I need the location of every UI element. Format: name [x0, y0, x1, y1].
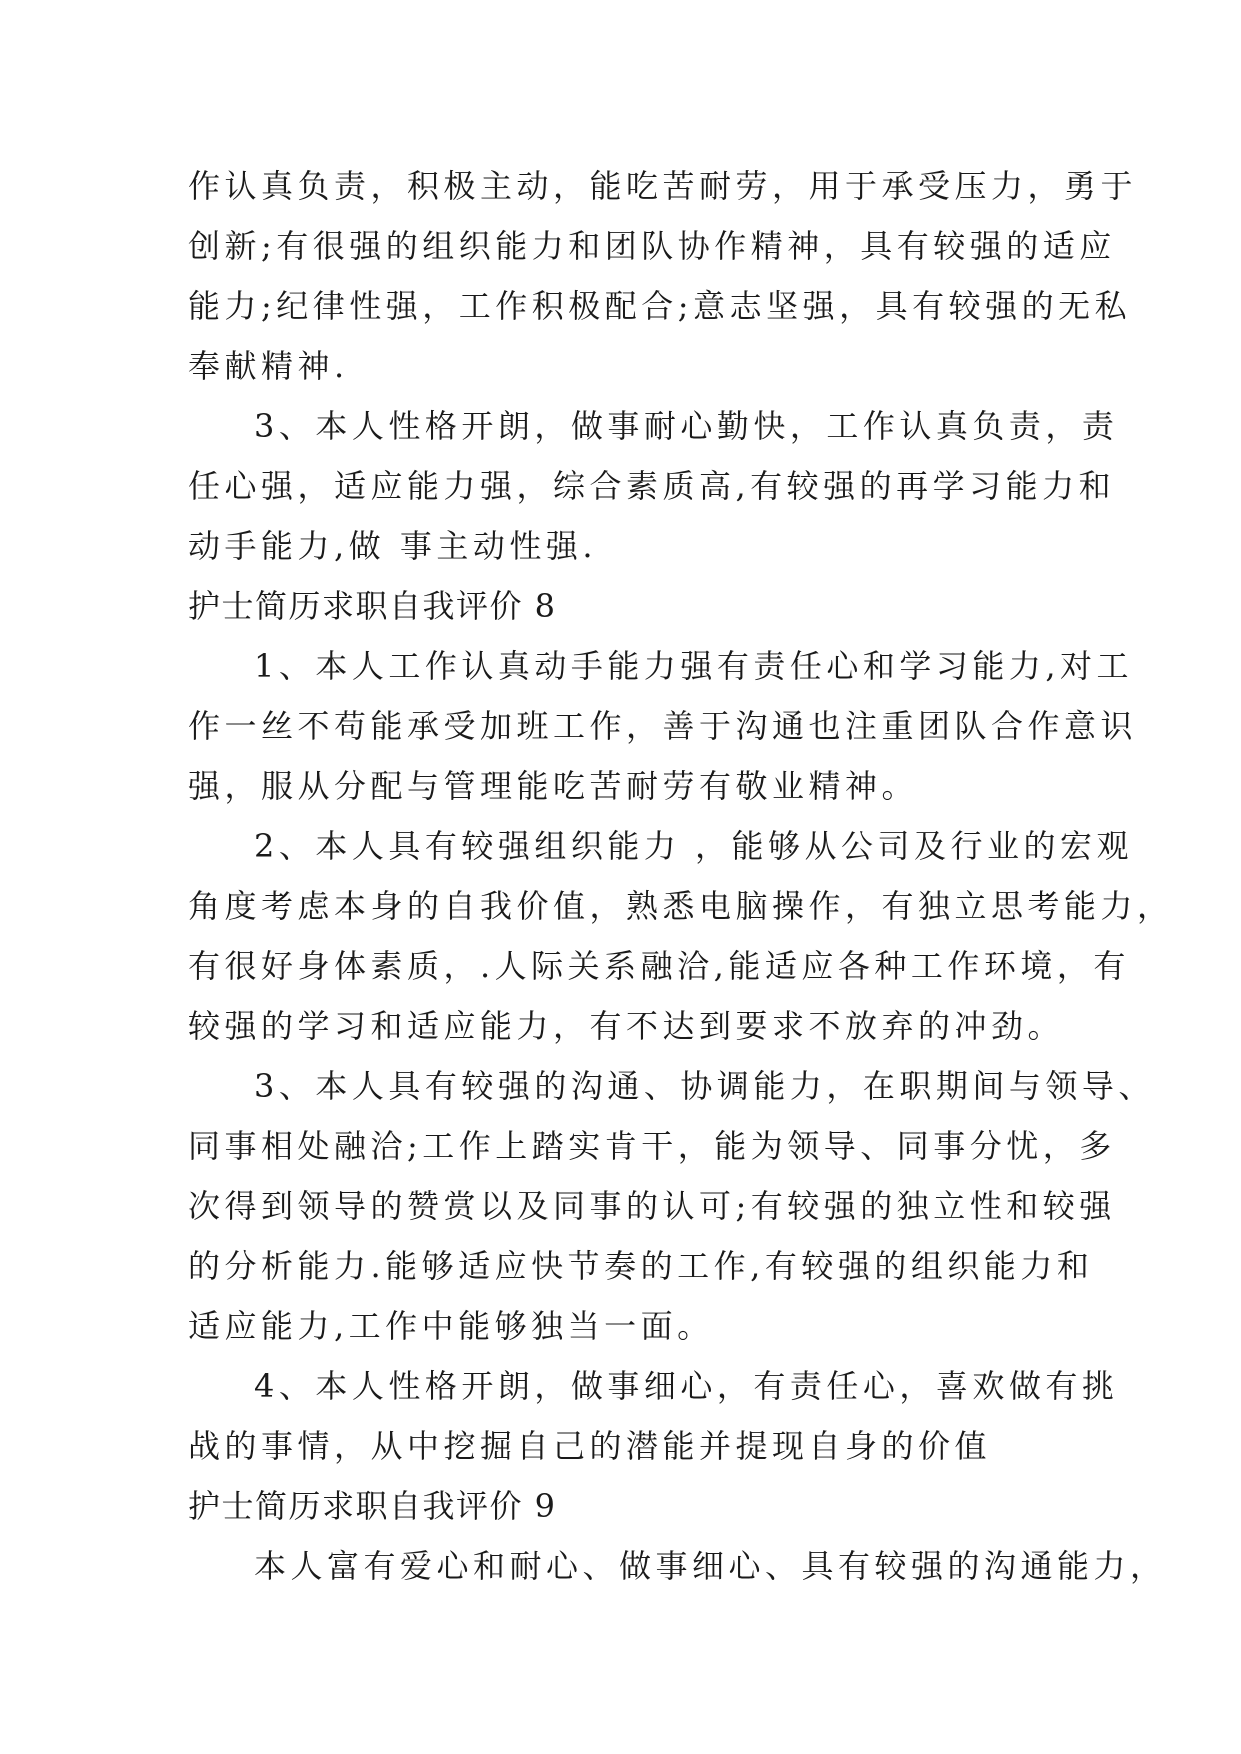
text-line: 创新;有很强的组织能力和团队协作精神，具有较强的适应	[188, 227, 1116, 265]
text-line: 适应能力,工作中能够独当一面。	[188, 1307, 714, 1345]
text-line: 次得到领导的赞赏以及同事的认可;有较强的独立性和较强	[188, 1187, 1116, 1225]
text-line: 同事相处融洽;工作上踏实肯干，能为领导、同事分忧，多	[188, 1127, 1116, 1165]
text-line: 1、本人工作认真动手能力强有责任心和学习能力,对工	[254, 647, 1134, 685]
text-line: 2、本人具有较强组织能力 ，能够从公司及行业的宏观	[254, 827, 1134, 865]
text-line: 任心强，适应能力强，综合素质高,有较强的再学习能力和	[188, 467, 1116, 505]
text-line: 奉献精神.	[188, 347, 349, 385]
text-line: 作认真负责，积极主动，能吃苦耐劳，用于承受压力，勇于	[188, 167, 1138, 205]
text-line: 有很好身体素质，.人际关系融洽,能适应各种工作环境，有	[188, 947, 1130, 985]
text-line: 3、本人具有较强的沟通、协调能力，在职期间与领导、	[254, 1067, 1155, 1105]
text-line: 的分析能力.能够适应快节奏的工作,有较强的组织能力和	[188, 1247, 1094, 1285]
text-line: 角度考虑本身的自我价值，熟悉电脑操作，有独立思考能力，	[188, 887, 1174, 925]
text-line: 动手能力,做 事主动性强.	[188, 527, 598, 565]
text-line: 3、本人性格开朗，做事耐心勤快，工作认真负责，责	[254, 407, 1119, 445]
text-line: 较强的学习和适应能力，有不达到要求不放弃的冲劲。	[188, 1007, 1065, 1045]
text-line: 战的事情，从中挖掘自己的潜能并提现自身的价值	[188, 1427, 992, 1465]
text-line: 作一丝不苟能承受加班工作，善于沟通也注重团队合作意识	[188, 707, 1138, 745]
text-line: 4、本人性格开朗，做事细心，有责任心，喜欢做有挑	[254, 1367, 1119, 1405]
section-heading: 护士简历求职自我评价 9	[188, 1487, 557, 1525]
text-line: 能力;纪律性强，工作积极配合;意志坚强，具有较强的无私	[188, 287, 1132, 325]
section-heading: 护士简历求职自我评价 8	[188, 587, 557, 625]
document-body	[188, 156, 1174, 1596]
text-line: 本人富有爱心和耐心、做事细心、具有较强的沟通能力，	[254, 1547, 1167, 1585]
text-line: 强，服从分配与管理能吃苦耐劳有敬业精神。	[188, 767, 919, 805]
